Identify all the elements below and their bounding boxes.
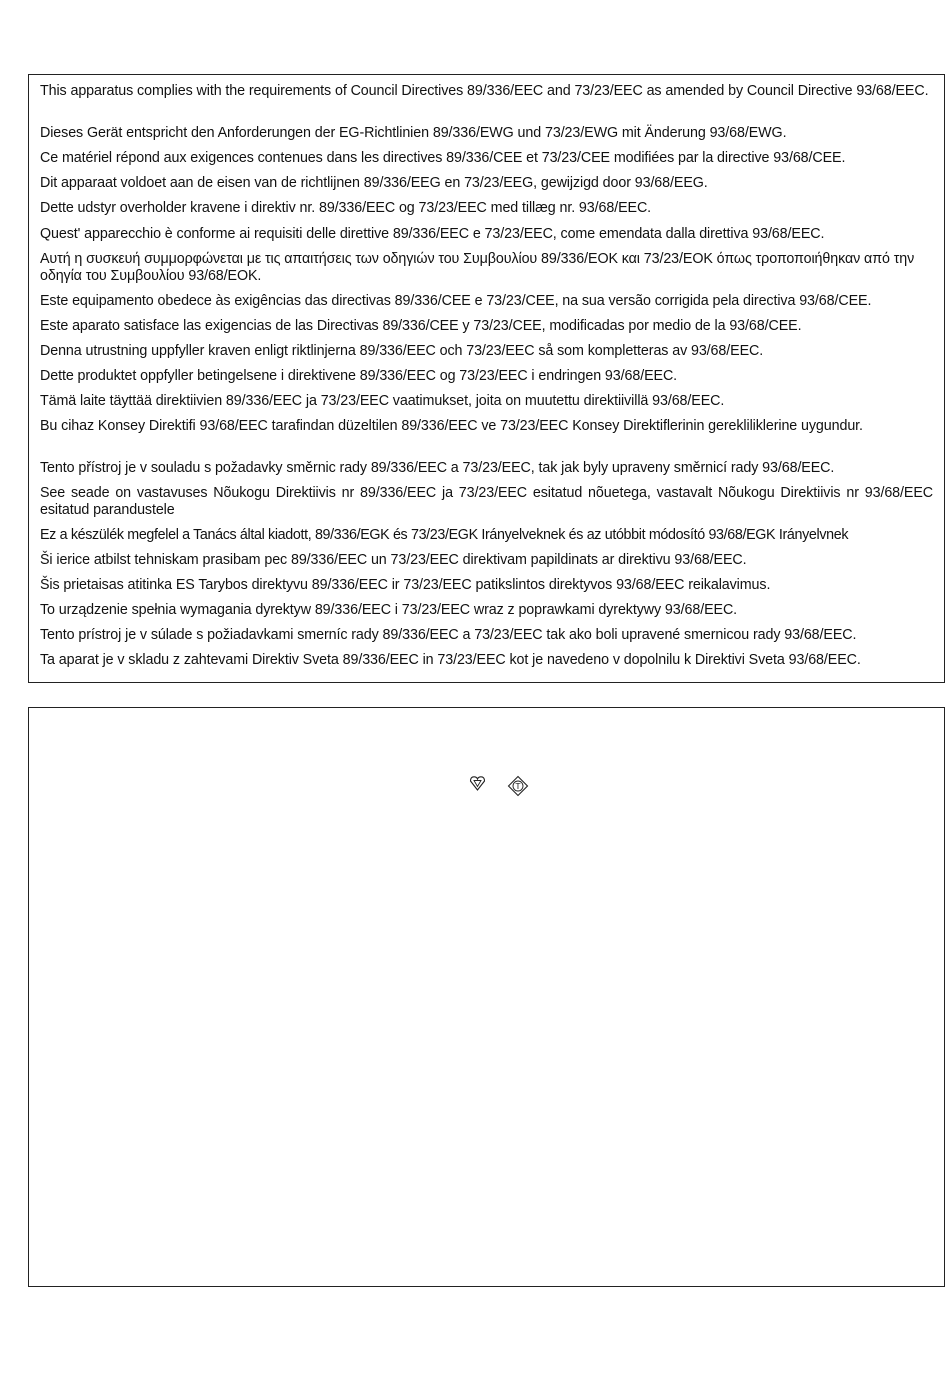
statement-fr: Ce matériel répond aux exigences contenues dans les directives 89/336/CEE et 73/23/CEE modifiées par la directive 93/68/CEE. bbox=[40, 150, 846, 166]
statement-da: Dette udstyr overholder kravene i direktiv nr. 89/336/EEC og 73/23/EEC med tillæg nr. 93/68/EEC. bbox=[40, 200, 652, 216]
t-diamond-letter: T bbox=[515, 781, 521, 792]
statement-el: Αυτή η συσκευή συμμορφώνεται με τις απαιτήσεις των οδηγιών του Συμβουλίου 89/336/ΕΟΚ και 73/23/ΕΟΚ όπως τροποποιήθηκαν από την οδηγία του Συμβουλίου 93/68/ΕΟΚ. bbox=[40, 251, 915, 284]
statement-pl: To urządzenie spełnia wymagania dyrektyw 89/336/EEC i 73/23/EEC wraz z poprawkami dyrektywy 93/68/EEC. bbox=[40, 602, 738, 618]
statement-it: Quest' apparecchio è conforme ai requisiti delle direttive 89/336/EEC e 73/23/EEC, come emendata dalla direttiva 93/68/EEC. bbox=[40, 226, 825, 242]
declaration-box bbox=[28, 74, 945, 683]
statement-hu: Ez a készülék megfelel a Tanács által kiadott, 89/336/EGK és 73/23/EGK Irányelveknek és az utóbbit módosító 93/68/EGK Irányelvnek bbox=[40, 527, 849, 543]
certification-marks-box bbox=[28, 707, 945, 1287]
statement-sk: Tento prístroj je v súlade s požiadavkami smerníc rady 89/336/EEC a 73/23/EEC tak ako boli upravené smernicou rady 93/68/EEC. bbox=[40, 627, 857, 643]
statement-tr: Bu cihaz Konsey Direktifi 93/68/EEC tarafindan düzeltilen 89/336/EEC ve 73/23/EEC Konsey Direktiflerinin gerekliliklerine uygundur. bbox=[40, 418, 863, 434]
statement-fi: Tämä laite täyttää direktiivien 89/336/EEC ja 73/23/EEC vaatimukset, joita on muutettu direktiivillä 93/68/EEC. bbox=[40, 393, 725, 409]
statement-lv: Ši ierice atbilst tehniskam prasibam pec 89/336/EEC un 73/23/EEC direktivam papildinats ar direktivu 93/68/EEC. bbox=[40, 552, 747, 568]
statement-cs: Tento přístroj je v souladu s požadavky směrnic rady 89/336/EEC a 73/23/EEC, tak jak byly upraveny směrnicí rady 93/68/EEC. bbox=[40, 460, 835, 476]
statement-lt: Šis prietaisas atitinka ES Tarybos direktyvu 89/336/EEC ir 73/23/EEC patikslintos direktyvos 93/68/EEC reikalavimus. bbox=[40, 577, 771, 593]
statement-nl: Dit apparaat voldoet aan de eisen van de richtlijnen 89/336/EEG en 73/23/EEG, gewijzigd door 93/68/EEG. bbox=[40, 175, 708, 191]
statement-sv: Denna utrustning uppfyller kraven enligt riktlinjerna 89/336/EEC och 73/23/EEC så som kompletteras av 93/68/EEC. bbox=[40, 343, 764, 359]
t-diamond-icon bbox=[507, 775, 529, 797]
statement-de: Dieses Gerät entspricht den Anforderungen der EG-Richtlinien 89/336/EWG und 73/23/EWG mit Änderung 93/68/EWG. bbox=[40, 125, 787, 141]
statement-et: See seade on vastavuses Nõukogu Direktiivis nr 89/336/EEC ja 73/23/EEC esitatud nõuetega, vastavalt Nõukogu Direktiivis nr 93/68/EEC esitatud parandustele bbox=[40, 485, 933, 518]
statement-en: This apparatus complies with the requirements of Council Directives 89/336/EEC and 73/23/EEC as amended by Council Directive 93/68/EEC. bbox=[40, 83, 929, 99]
statement-sl: Ta aparat je v skladu z zahtevami Direktiv Sveta 89/336/EEC in 73/23/EEC kot je navedeno v dopolnilu k Direktivi Sveta 93/68/EEC. bbox=[40, 652, 861, 668]
statement-no: Dette produktet oppfyller betingelsene i direktivene 89/336/EEC og 73/23/EEC i endringen 93/68/EEC. bbox=[40, 368, 678, 384]
kitemark-icon bbox=[469, 775, 486, 792]
statement-es: Este aparato satisface las exigencias de las Directivas 89/336/CEE y 73/23/CEE, modificadas por medio de la 93/68/CEE. bbox=[40, 318, 802, 334]
statement-pt: Este equipamento obedece às exigências das directivas 89/336/CEE e 73/23/CEE, na sua versão corrigida pela directiva 93/68/CEE. bbox=[40, 293, 872, 309]
